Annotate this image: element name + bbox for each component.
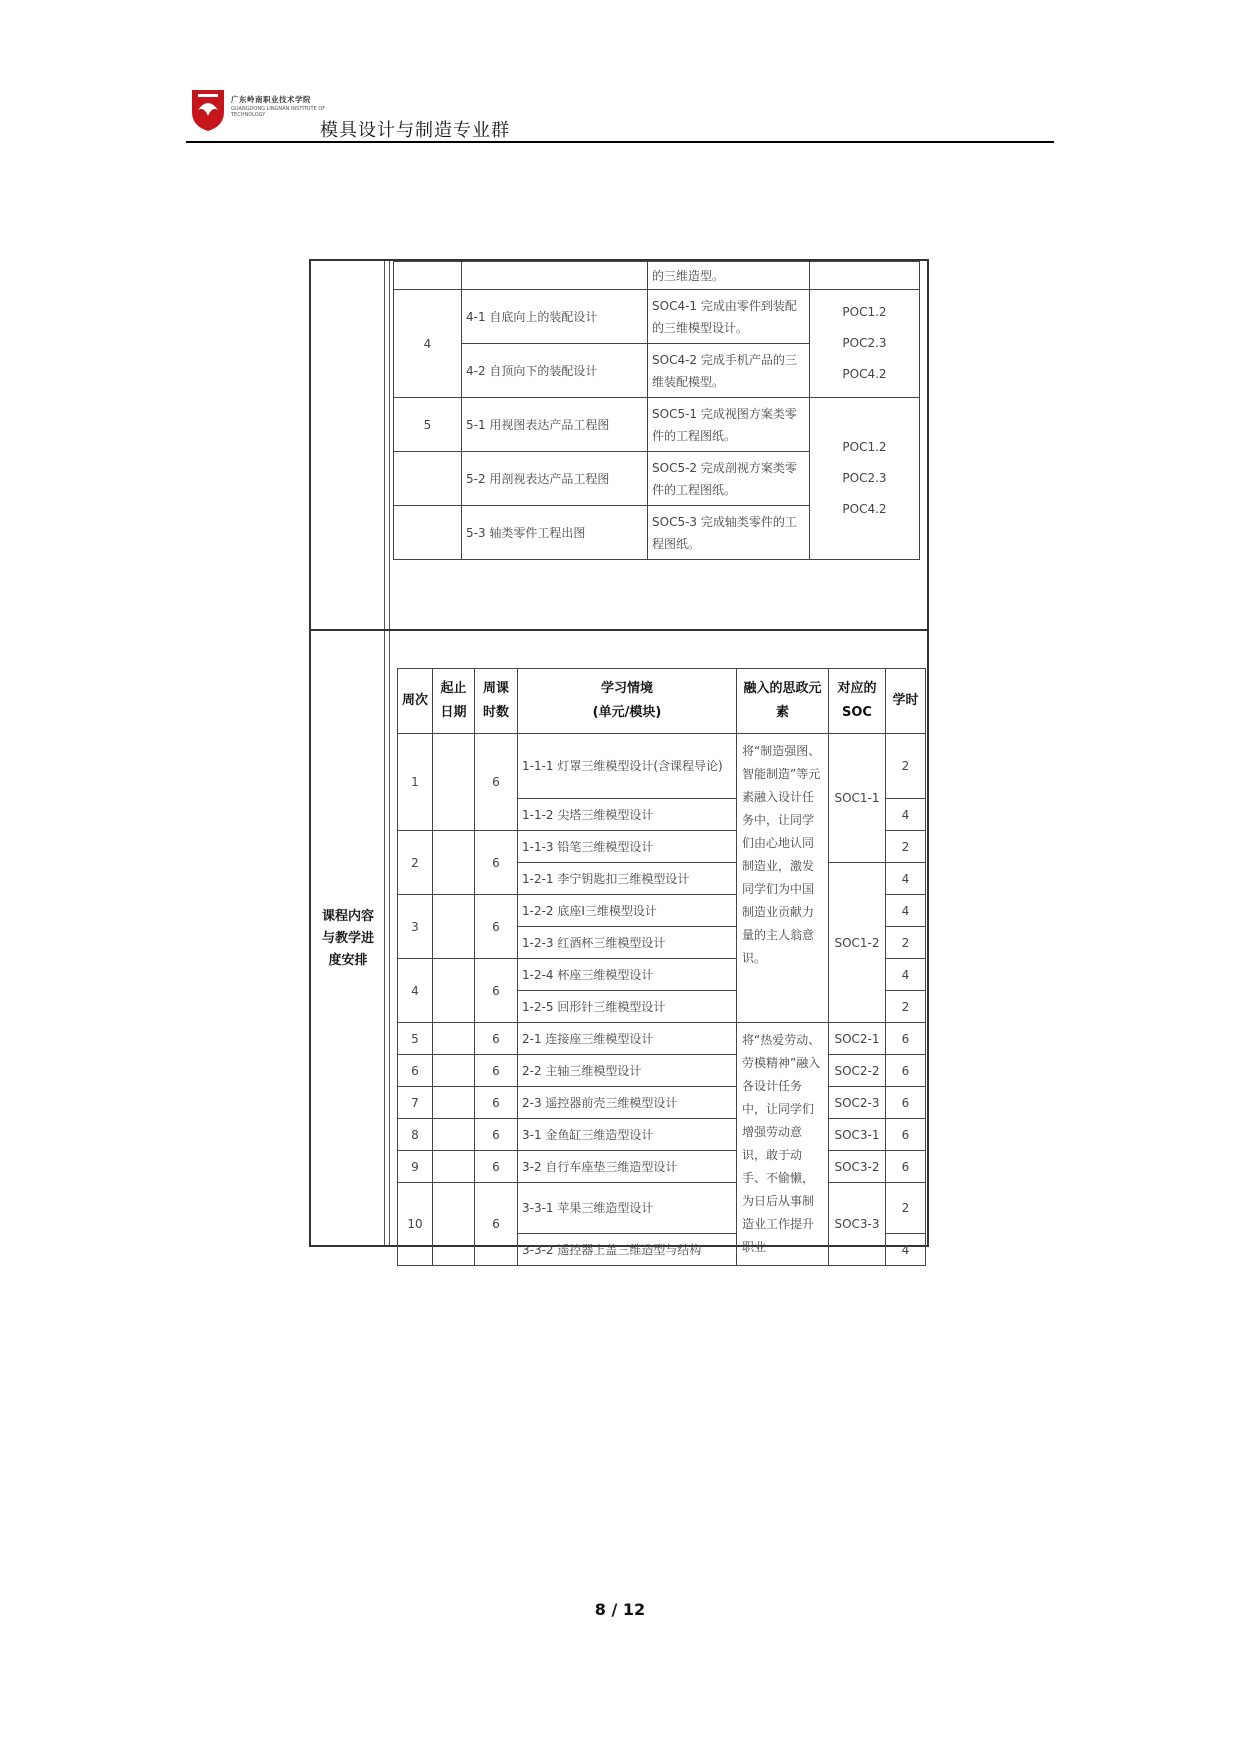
dates-cell	[433, 831, 475, 895]
table-cell	[394, 506, 462, 560]
table-row	[394, 290, 920, 344]
goal-cell: 的三维造型。	[648, 262, 810, 290]
column-header-hours: 学时	[886, 669, 926, 734]
table-row	[398, 1055, 926, 1087]
situation-cell: 1-1-2 尖塔三维模型设计	[518, 799, 737, 831]
week-number: 1	[398, 734, 433, 831]
hours-cell: 4	[886, 1234, 926, 1266]
table-row	[398, 1151, 926, 1183]
unit-number: 4	[394, 290, 462, 398]
week-number: 9	[398, 1151, 433, 1183]
poc-item: POC2.3	[842, 471, 887, 485]
goal-cell: SOC5-2 完成剖视方案类零件的工程图纸。	[648, 452, 810, 506]
situation-cell: 3-2 自行车座垫三维造型设计	[518, 1151, 737, 1183]
page-number: 8 / 12	[594, 1600, 646, 1619]
hours-cell: 4	[886, 799, 926, 831]
soc-cell: SOC2-3	[829, 1087, 886, 1119]
dates-cell	[433, 1055, 475, 1087]
topic-cell: 5-1 用视图表达产品工程图	[462, 398, 648, 452]
poc-cell	[810, 398, 920, 560]
week-number: 10	[398, 1183, 433, 1266]
outer-column-divider	[389, 261, 390, 1245]
dates-cell	[433, 1087, 475, 1119]
column-header-ideology: 融入的思政元素	[737, 669, 829, 734]
soc-cell: SOC2-2	[829, 1055, 886, 1087]
table-header-row	[398, 669, 926, 734]
goal-cell: SOC4-1 完成由零件到装配的三维模型设计。	[648, 290, 810, 344]
soc-cell: SOC3-3	[829, 1183, 886, 1266]
table-cell	[810, 262, 920, 290]
weekly-hours: 6	[475, 895, 518, 959]
situation-cell: 3-1 金鱼缸三维造型设计	[518, 1119, 737, 1151]
dates-cell	[433, 734, 475, 831]
situation-cell: 2-2 主轴三维模型设计	[518, 1055, 737, 1087]
topic-cell: 5-3 轴类零件工程出图	[462, 506, 648, 560]
table-row	[398, 1119, 926, 1151]
hours-cell: 6	[886, 1119, 926, 1151]
situation-cell: 1-2-4 杯座三维模型设计	[518, 959, 737, 991]
goal-cell: SOC5-3 完成轴类零件的工程图纸。	[648, 506, 810, 560]
dates-cell	[433, 1183, 475, 1266]
institution-logo-icon	[190, 88, 226, 132]
soc-cell: SOC3-2	[829, 1151, 886, 1183]
situation-cell: 1-2-3 红酒杯三维模型设计	[518, 927, 737, 959]
situation-cell: 3-3-1 苹果三维造型设计	[518, 1183, 737, 1234]
hours-cell: 2	[886, 831, 926, 863]
outer-row-divider	[311, 629, 927, 631]
dates-cell	[433, 1119, 475, 1151]
hours-cell: 2	[886, 991, 926, 1023]
unit-number: 5	[394, 398, 462, 452]
hours-cell: 4	[886, 895, 926, 927]
weekly-hours: 6	[475, 1151, 518, 1183]
table-row	[398, 1087, 926, 1119]
hours-cell: 4	[886, 863, 926, 895]
soc-cell: SOC1-1	[829, 734, 886, 863]
dates-cell	[433, 1023, 475, 1055]
column-header-dates: 起止日期	[433, 669, 475, 734]
unit-objectives-table	[393, 261, 920, 560]
table-row	[394, 398, 920, 452]
institution-name-cn: 广东岭南职业技术学院	[231, 95, 311, 104]
situation-title: 学习情境	[600, 681, 653, 696]
poc-item: POC1.2	[842, 305, 887, 319]
column-header-weekly-hours: 周课时数	[475, 669, 518, 734]
weekly-hours: 6	[475, 734, 518, 831]
weekly-hours: 6	[475, 959, 518, 1023]
header-divider	[186, 141, 1054, 143]
hours-cell: 2	[886, 927, 926, 959]
poc-item: POC2.3	[842, 336, 887, 350]
ideology-cell: 将“制造强图、智能制造”等元素融入设计任务中，让同学们由心地认同制造业，激发同学们为中国制造业贡献力量的主人翁意识。	[737, 734, 829, 1023]
table-cell	[394, 452, 462, 506]
table-row	[398, 1023, 926, 1055]
week-number: 2	[398, 831, 433, 895]
weekly-hours: 6	[475, 1183, 518, 1266]
soc-cell: SOC1-2	[829, 863, 886, 1023]
weekly-hours: 6	[475, 1055, 518, 1087]
week-number: 4	[398, 959, 433, 1023]
hours-cell: 2	[886, 734, 926, 799]
topic-cell: 4-1 自底向上的装配设计	[462, 290, 648, 344]
hours-cell: 2	[886, 1183, 926, 1234]
situation-subtitle: (单元/模块)	[592, 705, 662, 720]
situation-cell: 1-1-3 铅笔三维模型设计	[518, 831, 737, 863]
weekly-hours: 6	[475, 1087, 518, 1119]
poc-item: POC1.2	[842, 440, 887, 454]
situation-cell: 2-3 遥控器前壳三维模型设计	[518, 1087, 737, 1119]
week-number: 3	[398, 895, 433, 959]
goal-cell: SOC4-2 完成手机产品的三维装配模型。	[648, 344, 810, 398]
week-number: 6	[398, 1055, 433, 1087]
hours-cell: 6	[886, 1055, 926, 1087]
page-title: 模具设计与制造专业群	[320, 120, 510, 141]
week-number: 8	[398, 1119, 433, 1151]
table-row	[398, 734, 926, 799]
goal-cell: SOC5-1 完成视图方案类零件的工程图纸。	[648, 398, 810, 452]
hours-cell: 6	[886, 1151, 926, 1183]
weekly-hours: 6	[475, 831, 518, 895]
dates-cell	[433, 1151, 475, 1183]
soc-cell: SOC2-1	[829, 1023, 886, 1055]
table-cell	[394, 262, 462, 290]
column-header-soc: 对应的SOC	[829, 669, 886, 734]
poc-cell	[810, 290, 920, 398]
weekly-hours: 6	[475, 1023, 518, 1055]
soc-cell: SOC3-1	[829, 1119, 886, 1151]
week-number: 7	[398, 1087, 433, 1119]
weekly-hours: 6	[475, 1119, 518, 1151]
poc-item: POC4.2	[842, 367, 887, 381]
week-number: 5	[398, 1023, 433, 1055]
situation-cell: 2-1 连接座三维模型设计	[518, 1023, 737, 1055]
table-row	[398, 1183, 926, 1234]
institution-name	[231, 96, 331, 118]
institution-name-en: GUANGDONG LINGNAN INSTITUTE OF TECHNOLOGY	[231, 105, 326, 118]
dates-cell	[433, 895, 475, 959]
table-cell	[462, 262, 648, 290]
situation-cell: 1-2-1 李宁钥匙扣三维模型设计	[518, 863, 737, 895]
table-row	[394, 262, 920, 290]
situation-cell: 1-2-5 回形针三维模型设计	[518, 991, 737, 1023]
topic-cell: 5-2 用剖视表达产品工程图	[462, 452, 648, 506]
hours-cell: 4	[886, 959, 926, 991]
topic-cell: 4-2 自顶向下的装配设计	[462, 344, 648, 398]
schedule-table	[397, 668, 926, 1266]
situation-cell: 3-3-2 遥控器上盖三维造型与结构	[518, 1234, 737, 1266]
ideology-cell: 将“热爱劳动、劳模精神”融入各设计任务中，让同学们增强劳动意识，敢于动手、不偷懒，为日后从事制造业工作提升职业	[737, 1023, 829, 1266]
section-label: 课程内容与教学进度安排	[321, 909, 374, 968]
outer-column-divider	[384, 261, 385, 1245]
situation-cell: 1-1-1 灯罩三维模型设计(含课程导论)	[518, 734, 737, 799]
hours-cell: 6	[886, 1087, 926, 1119]
hours-cell: 6	[886, 1023, 926, 1055]
poc-item: POC4.2	[842, 502, 887, 516]
column-header-situation	[518, 669, 737, 734]
column-header-week: 周次	[398, 669, 433, 734]
dates-cell	[433, 959, 475, 1023]
situation-cell: 1-2-2 底座I三维模型设计	[518, 895, 737, 927]
